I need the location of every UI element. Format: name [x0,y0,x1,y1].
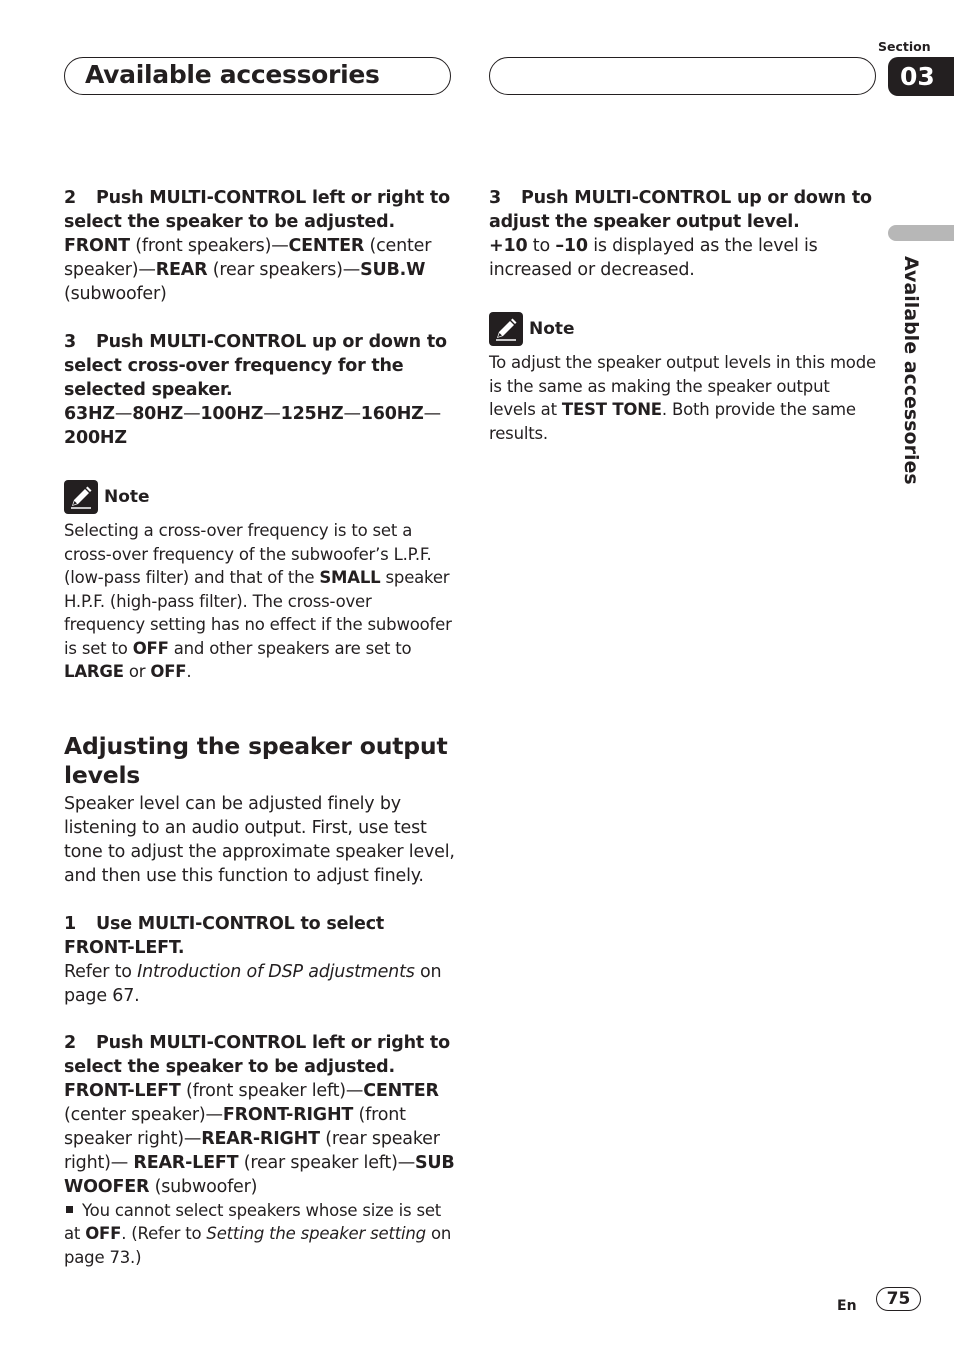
text-run: 200HZ [64,428,127,448]
note-body [489,351,881,445]
step-1-select-front-left [64,912,456,960]
text-run: — [263,404,281,424]
text-run: Selecting a cross-over frequency is to set a cross-over frequency of the subwoofer’s L.P.F. (low-pass filter) and that of the [64,521,432,587]
text-run: is displayed as the level is increased or decreased. [489,236,818,280]
note-heading [489,312,881,346]
step-number: 3 [489,188,501,208]
text-run: REAR-LEFT [133,1152,239,1173]
text-run: (front speaker left)— [180,1080,364,1101]
text-run: FRONT-LEFT [64,1080,181,1101]
side-tab-marker [888,225,954,241]
step-title: Push MULTI-CONTROL left or right to select the speaker to be adjusted. [64,1032,450,1077]
text-run: . Both provide the same results. [489,400,856,443]
note-label: Note [104,487,150,507]
text-run: REAR-RIGHT [201,1128,320,1149]
text-run: You cannot select speakers whose size is set at [64,1200,442,1243]
text-run: OFF [150,662,187,681]
step-3-level-body [489,234,881,282]
step-3-crossover [64,330,456,402]
step-2-body [64,234,456,306]
header-title-frame [64,57,451,95]
text-run: or [123,662,151,681]
text-run: REAR [155,260,208,280]
page-title: Available accessories [85,60,380,89]
text-run: TEST TONE [561,400,662,419]
text-run: FRONT-RIGHT [222,1104,354,1125]
step-2-level-body [64,1079,456,1199]
text-run: CENTER [288,236,365,256]
section-number-tab: 03 [888,57,954,96]
note-pencil-icon [489,312,523,346]
text-run: and other speakers are set to [168,638,412,658]
text-run: — [183,404,201,424]
bullet-square-icon [66,1206,73,1213]
text-run: –10 [555,236,588,256]
text-run: LARGE [64,662,124,681]
text-run: 100HZ [200,404,264,424]
text-run: +10 [489,236,528,256]
text-run: on page 73.) [64,1224,452,1267]
text-run: . [186,662,192,681]
text-run: 80HZ [132,404,184,424]
text-run: speaker H.P.F. (high-pass filter). The cross-over frequency setting has no effect if the subwoofer is set to [64,568,452,658]
page-language: En [837,1298,857,1314]
section-heading: Adjusting the speaker output levels [64,731,448,789]
text-run: — [423,404,441,424]
intro-paragraph: Speaker level can be adjusted finely by listening to an audio output. First, use test tone to adjust the approximate speaker level, and then use this function to adjust finely. [64,793,455,886]
bullet-text [64,1201,451,1267]
step-number: 1 [64,913,76,934]
text-run: — [114,404,133,424]
text-run: (front speaker right)— [64,1104,406,1149]
note-label: Note [529,319,575,339]
right-column [489,186,881,445]
step-2-select-speaker-level [64,1031,456,1079]
bullet-note [64,1199,456,1270]
text-run: — [343,404,361,424]
step-number: 2 [64,1032,76,1053]
text-run: To adjust the speaker output levels in this mode is the same as making the speaker output levels at [489,353,876,419]
text-run: (rear speakers)— [207,260,361,280]
text-run: CENTER [363,1080,439,1101]
text-run: Refer to [64,961,138,982]
header-blank-frame [489,57,876,95]
step-2-select-speaker [64,186,456,234]
text-run: SMALL [319,568,381,587]
side-tab-text: Available accessories [900,256,922,485]
text-run: (subwoofer) [149,1176,258,1197]
text-run: OFF [132,638,169,658]
text-run: to [527,236,556,256]
text-run: Introduction of DSP adjustments [137,961,415,982]
step-1-body [64,960,456,1008]
note-pencil-icon [64,480,98,514]
step-3-adjust-level [489,186,881,234]
text-run: SUB WOOFER [64,1152,455,1197]
text-run: 63HZ [64,404,115,424]
page-number: 75 [876,1287,921,1311]
step-title: Use MULTI-CONTROL to select FRONT-LEFT. [64,913,385,958]
step-number: 3 [64,332,76,352]
text-run: (front speakers)— [129,236,289,256]
text-run: FRONT [64,236,130,256]
step-title: Push MULTI-CONTROL up or down to adjust the speaker output level. [489,188,872,232]
note-heading [64,480,456,514]
step-number: 2 [64,188,76,208]
text-run: (rear speaker left)— [238,1152,416,1173]
text-run: SUB.W [360,260,426,280]
text-run: 125HZ [280,404,344,424]
text-run: 160HZ [360,404,424,424]
section-label: Section [878,39,931,54]
step-title: Push MULTI-CONTROL up or down to select cross-over frequency for the selected speaker. [64,332,447,400]
step-title: Push MULTI-CONTROL left or right to select the speaker to be adjusted. [64,188,450,232]
text-run: Setting the speaker setting [206,1224,426,1243]
text-run: on page 67. [64,961,442,1006]
text-run: (subwoofer) [64,284,167,304]
text-run: . (Refer to [121,1224,207,1243]
note-body [64,519,456,684]
text-run: OFF [85,1224,122,1243]
text-run: (rear speaker right)— [64,1128,440,1173]
text-run: (center speaker)— [64,1104,223,1125]
text-run: (center speaker)— [64,236,432,280]
left-column [64,186,456,1269]
step-3-body [64,402,456,450]
